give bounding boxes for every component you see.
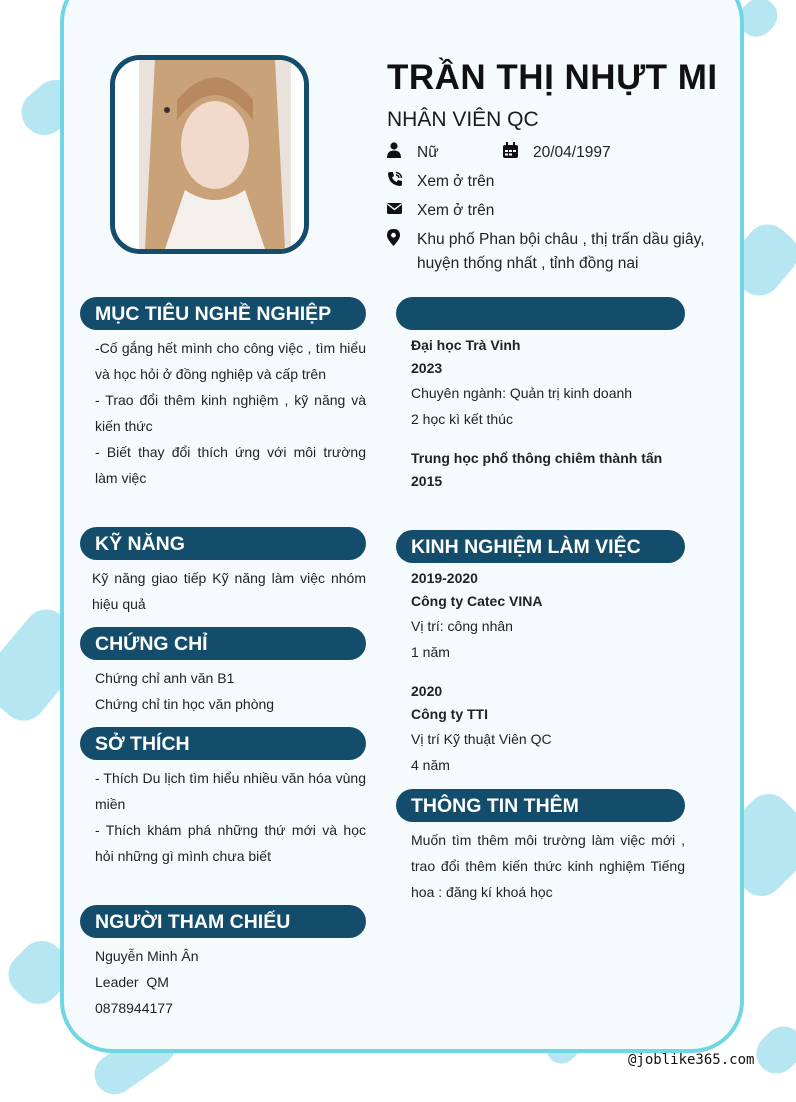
envelope-icon bbox=[387, 200, 401, 216]
certificate-item: Chứng chỉ anh văn B1 bbox=[95, 670, 235, 686]
job-company: Công ty Catec VINA bbox=[411, 593, 543, 609]
objective-item: - Trao đổi thêm kinh nghiệm , kỹ năng và kiến thức bbox=[95, 392, 366, 434]
objective-heading: MỤC TIÊU NGHỀ NGHIỆP bbox=[80, 297, 366, 330]
hobby-item: - Thích khám phá những thứ mới và học hỏi những gì mình chưa biết bbox=[95, 822, 366, 864]
education-entry bbox=[411, 334, 685, 432]
job-title: NHÂN VIÊN QC bbox=[387, 108, 539, 131]
hobbies-list bbox=[95, 765, 366, 869]
additional-text: Muốn tìm thêm môi trường làm việc mới , trao đổi thêm kiến thức kinh nghiệm Tiếng hoa : đăng kí khoá học bbox=[411, 832, 685, 900]
objective-text bbox=[95, 335, 366, 491]
job-position: Vị trí: công nhân bbox=[411, 618, 513, 634]
email-row bbox=[387, 199, 494, 223]
phone-value: Xem ở trên bbox=[417, 173, 495, 190]
skills-text: Kỹ năng giao tiếp Kỹ năng làm việc nhóm hiệu quả bbox=[92, 570, 366, 612]
job-company: Công ty TTI bbox=[411, 706, 488, 722]
certificates-list bbox=[95, 665, 366, 717]
person-icon bbox=[387, 142, 401, 158]
address-line-1: Khu phố Phan bội châu , thị trấn dầu giây, bbox=[417, 231, 705, 248]
reference-phone: 0878944177 bbox=[95, 1000, 173, 1016]
certificates-heading: CHỨNG CHỈ bbox=[80, 627, 366, 660]
school-note: 2 học kì kết thúc bbox=[411, 411, 513, 427]
address-value bbox=[417, 228, 705, 276]
job-duration: 1 năm bbox=[411, 644, 450, 660]
experience-entry bbox=[411, 680, 685, 778]
decor-stripe bbox=[748, 1018, 796, 1082]
gender-row bbox=[387, 141, 611, 165]
candidate-name: TRẦN THỊ NHỰT MI bbox=[387, 58, 718, 97]
references-info bbox=[95, 943, 366, 1021]
birthday-value: 20/04/1997 bbox=[533, 144, 611, 161]
map-pin-icon bbox=[387, 229, 401, 245]
experience-entry bbox=[411, 567, 685, 665]
hobbies-heading: SỞ THÍCH bbox=[80, 727, 366, 760]
job-position: Vị trí Kỹ thuật Viên QC bbox=[411, 731, 552, 747]
school-major: Chuyên ngành: Quản trị kinh doanh bbox=[411, 385, 633, 401]
hobby-item: - Thích Du lịch tìm hiểu nhiều văn hóa vùng miền bbox=[95, 770, 366, 812]
reference-role: Leader QM bbox=[95, 974, 169, 990]
skills-heading: KỸ NĂNG bbox=[80, 527, 366, 560]
profile-photo bbox=[110, 55, 309, 254]
experience-heading: KINH NGHIỆM LÀM VIỆC bbox=[396, 530, 685, 563]
objective-item: - Biết thay đổi thích ứng với môi trường làm việc bbox=[95, 444, 366, 486]
additional-heading: THÔNG TIN THÊM bbox=[396, 789, 685, 822]
school-year: 2023 bbox=[411, 360, 443, 376]
address-line-2: huyện thống nhất , tỉnh đồng nai bbox=[417, 255, 639, 272]
certificate-item: Chứng chỉ tin học văn phòng bbox=[95, 696, 275, 712]
school-name: Trung học phổ thông chiêm thành tấn bbox=[411, 450, 663, 466]
email-value: Xem ở trên bbox=[417, 202, 495, 219]
calendar-icon bbox=[503, 142, 517, 158]
reference-name: Nguyễn Minh Ân bbox=[95, 948, 199, 964]
school-name: Đại học Trà Vinh bbox=[411, 337, 521, 353]
job-period: 2020 bbox=[411, 683, 443, 699]
job-duration: 4 năm bbox=[411, 757, 450, 773]
watermark: @joblike365.com bbox=[628, 1052, 755, 1068]
phone-row bbox=[387, 170, 494, 194]
gender-value: Nữ bbox=[417, 144, 439, 161]
education-entry bbox=[411, 447, 685, 493]
references-heading: NGƯỜI THAM CHIẾU bbox=[80, 905, 366, 938]
education-heading bbox=[396, 297, 685, 330]
address-row bbox=[387, 228, 705, 276]
objective-item: -Cố gắng hết mình cho công việc , tìm hiểu và học hỏi ở đồng nghiệp và cấp trên bbox=[95, 340, 366, 382]
phone-icon bbox=[387, 171, 401, 187]
job-period: 2019-2020 bbox=[411, 570, 478, 586]
school-year: 2015 bbox=[411, 473, 443, 489]
